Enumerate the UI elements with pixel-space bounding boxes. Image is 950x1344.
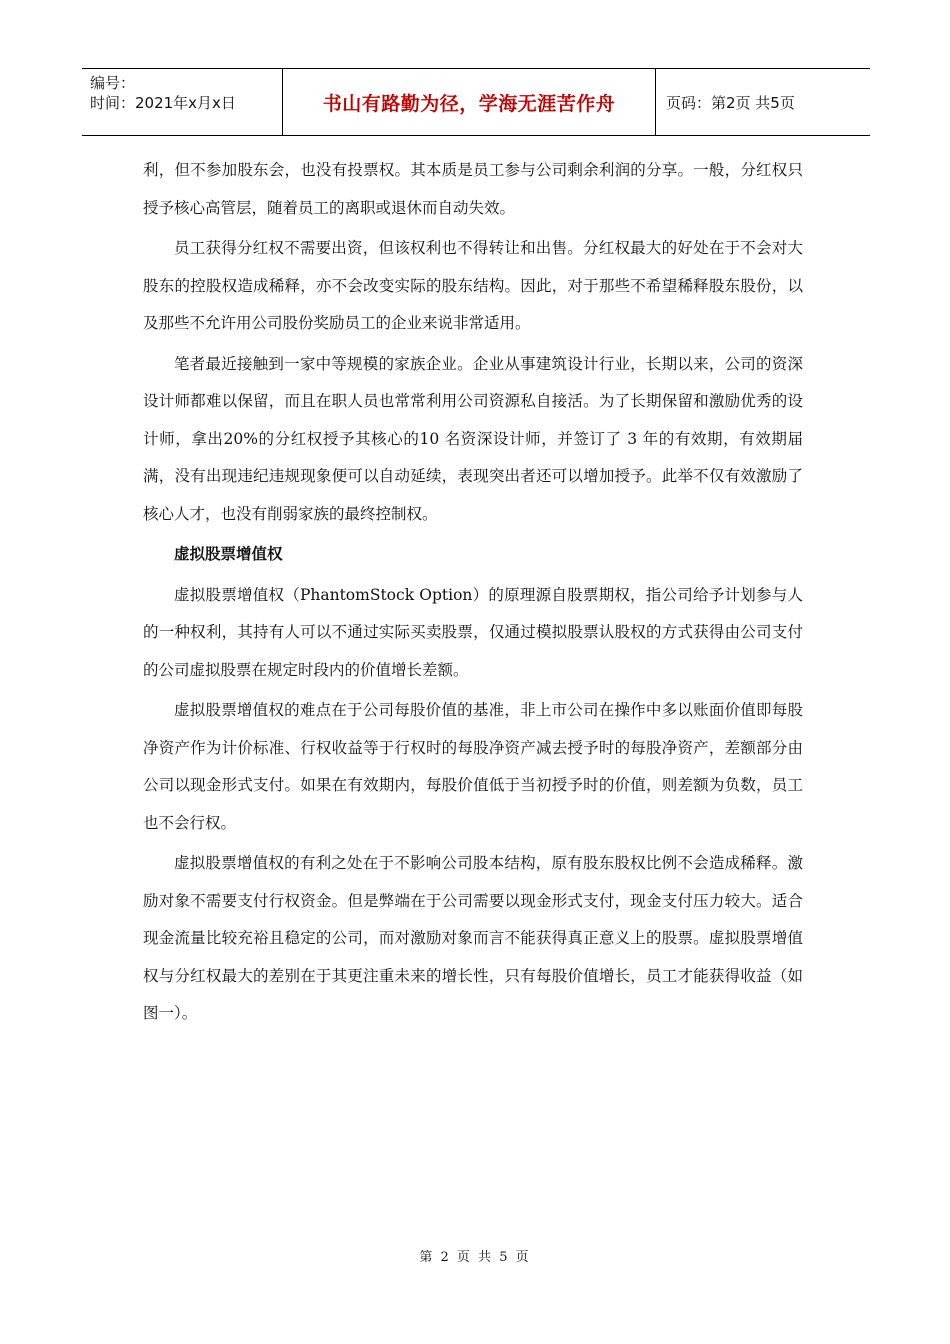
paragraph-4: 虚拟股票增值权（PhantomStock Option）的原理源自股票期权，指公司给予计划参与人的一种权利，其持有人可以不通过实际买卖股票，仅通过模拟股票认股权的方式获得由公司支付的公司虚拟股票在规定时段内的价值增长差额。 xyxy=(143,585,803,679)
paragraph-6: 虚拟股票增值权的有利之处在于不影响公司股本结构，原有股东股权比例不会造成稀释。激励对象不需要支付行权资金。但是弊端在于公司需要以现金形式支付，现金支付压力较大。适合现金流量比较充裕且稳定的公司，而对激励对象而言不能获得真正意义上的股票。虚拟股票增值权与分红权最大的差别在于其更注重未来的增长性，只有每股价值增长，员工才能获得收益（如图一）。 xyxy=(143,854,803,1022)
section-heading: 虚拟股票增值权 xyxy=(174,545,283,563)
document-number-label: 编号： xyxy=(90,74,136,92)
header-page-info: 页码：第2页 共5页 xyxy=(666,93,795,112)
paragraph-1: 利，但不参加股东会，也没有投票权。其本质是员工参与公司剩余利润的分享。一般，分红权只授予核心高管层，随着员工的离职或退休而自动失效。 xyxy=(143,161,803,217)
paragraph-3: 笔者最近接触到一家中等规模的家族企业。企业从事建筑设计行业，长期以来，公司的资深设计师都难以保留，而且在职人员也常常利用公司资源私自接活。为了长期保留和激励优秀的设计师，拿出20%的分红权授予其核心的10 名资深设计师，并签订了 3 年的有效期，有效期届满，没有出现违纪违规现象便可以自动延续，表现突出者还可以增加授予。此举不仅有效激励了核心人才，也没有削弱家族的最终控制权。 xyxy=(143,354,803,523)
paragraph-2: 员工获得分红权不需要出资，但该权利也不得转让和出售。分红权最大的好处在于不会对大股东的控股权造成稀释，亦不会改变实际的股东结构。因此，对于那些不希望稀释股东股份，以及那些不允许用公司股份奖励员工的企业来说非常适用。 xyxy=(143,239,803,332)
header-meta xyxy=(82,69,282,135)
page-header xyxy=(82,68,870,136)
document-body xyxy=(143,152,803,1033)
document-time-label: 时间：2021年x月x日 xyxy=(90,94,236,112)
header-motto: 书山有路勤为径，学海无涯苦作舟 xyxy=(282,69,656,135)
paragraph-5: 虚拟股票增值权的难点在于公司每股价值的基准，非上市公司在操作中多以账面价值即每股净资产作为计价标准、行权收益等于行权时的每股净资产减去授予时的每股净资产，差额部分由公司以现金形式支付。如果在有效期内，每股价值低于当初授予时的价值，则差额为负数，员工也不会行权。 xyxy=(143,701,803,832)
page-footer: 第 2 页 共 5 页 xyxy=(419,1250,531,1265)
